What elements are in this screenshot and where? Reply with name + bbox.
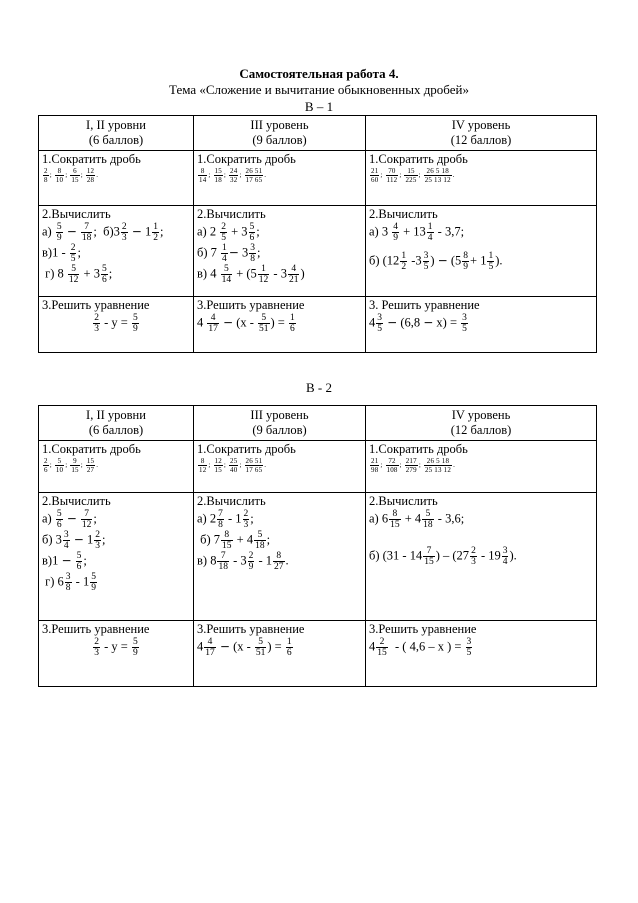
task-label: 2.Вычислить — [42, 494, 111, 508]
variant-1-label: В – 1 — [304, 99, 334, 114]
expression: а) $\frac{5}{6}$ − $\frac{7}{12}$ ; — [42, 509, 97, 530]
fraction: $\frac{12}{28}$ — [86, 167, 95, 184]
fraction: $\frac{8}{10}$ — [55, 167, 64, 184]
expression: б) 3 $\frac{3}{4}$ − 1 $\frac{2}{3}$ ; — [42, 530, 106, 551]
expression: б) 7 $\frac{1}{4}$ − 3 $\frac{3}{8}$ ; — [197, 243, 261, 264]
task-cell — [366, 621, 597, 687]
task-label: 1.Сократить дробь — [42, 152, 141, 166]
equation: 4 $\frac{2}{15}$ - ( 4,6 – x ) = $\frac{3}{5}$ — [369, 637, 472, 658]
expression: г) 6 $\frac{3}{8}$ - 1 $\frac{5}{9}$ — [42, 572, 96, 593]
task-cell — [194, 441, 366, 493]
header-row — [39, 116, 597, 151]
task-label: 1.Сократить дробь — [197, 442, 296, 456]
fraction: $\frac{25}{40}$ — [230, 457, 238, 474]
task-label: 1.Сократить дробь — [369, 152, 468, 166]
equation: $\frac{2}{3}$ - y = $\frac{5}{9}$ — [94, 637, 138, 658]
level-label: I, II уровни — [86, 118, 146, 132]
task-3-row — [39, 621, 597, 687]
variant-2-label: В - 2 — [306, 380, 332, 395]
task-cell — [194, 151, 366, 206]
header-cell — [39, 406, 194, 441]
expression: б) 7 $\frac{8}{15}$ + 4 $\frac{5}{18}$ ; — [197, 530, 271, 551]
header-cell — [366, 116, 597, 151]
task-1-row — [39, 441, 597, 493]
task-1-row — [39, 151, 597, 206]
task-cell — [366, 151, 597, 206]
task-cell — [39, 441, 194, 493]
expression: г) 8 $\frac{5}{12}$ + 3 $\frac{5}{6}$ ; — [42, 264, 113, 285]
fraction: $\frac{26 51}{17 65}$ — [245, 457, 263, 474]
task-label: 2.Вычислить — [369, 494, 438, 508]
task-cell — [194, 621, 366, 687]
task-label: 3.Решить уравнение — [42, 298, 150, 312]
task-label: 1.Сократить дробь — [369, 442, 468, 456]
expression: б) (12 $\frac{1}{2}$ -3 $\frac{3}{5}$ ) − (5 $\frac{8}{9}$ + 1 $\frac{1}{5}$ ). — [369, 251, 503, 272]
points-label: (6 баллов) — [88, 423, 144, 437]
header-cell — [366, 406, 597, 441]
level-label: I, II уровни — [86, 408, 146, 422]
document-topic: Тема «Сложение и вычитание обыкновенных дробей» — [169, 82, 469, 97]
task-cell — [366, 297, 597, 353]
fraction: $\frac{217}{279}$ — [405, 457, 417, 474]
expression: в)1 - $\frac{2}{5}$ ; — [42, 243, 81, 264]
task-3-row — [39, 297, 597, 353]
task-cell — [39, 493, 194, 621]
task-label: 1.Сократить дробь — [42, 442, 141, 456]
level-label: IV уровень — [451, 118, 511, 132]
level-label: III уровень — [250, 408, 309, 422]
points-label: (6 баллов) — [88, 133, 144, 147]
level-label: III уровень — [250, 118, 309, 132]
points-label: (9 баллов) — [252, 133, 307, 147]
expression: а) 3 $\frac{4}{9}$ + 13 $\frac{1}{4}$ - 3,7; — [369, 222, 465, 243]
fraction: $\frac{2}{6}$ — [44, 457, 48, 474]
task-cell — [194, 206, 366, 297]
task-label: 3. Решить уравнение — [369, 298, 480, 312]
task-cell — [194, 493, 366, 621]
expression: а) 6 $\frac{8}{15}$ + 4 $\frac{5}{18}$ - 3,6; — [369, 509, 465, 530]
expression: в)1 − $\frac{5}{6}$ ; — [42, 551, 87, 572]
expression: в) 8 $\frac{7}{18}$ - 3 $\frac{2}{9}$ - 1 $\frac{8}{27}$ . — [197, 551, 289, 572]
task-2-row — [39, 493, 597, 621]
variant-2-table — [38, 405, 597, 687]
header-cell — [194, 406, 366, 441]
points-label: (12 баллов) — [450, 423, 512, 437]
expression: а) $\frac{5}{9}$ − $\frac{7}{18}$ ; б)3 $\frac{2}{3}$ − 1 $\frac{1}{2}$ ; — [42, 222, 164, 243]
task-cell — [39, 297, 194, 353]
fraction: $\frac{26 51}{17 65}$ — [245, 167, 263, 184]
fraction: $\frac{21}{60}$ — [371, 167, 379, 184]
header-cell — [194, 116, 366, 151]
task-cell — [39, 621, 194, 687]
fraction: $\frac{24}{32}$ — [230, 167, 238, 184]
task-cell — [366, 206, 597, 297]
task-2-row — [39, 206, 597, 297]
fraction: $\frac{26 5 18}{25 13 12}$ — [424, 167, 451, 184]
task-label: 3.Решить уравнение — [369, 622, 477, 636]
equation: 4 $\frac{3}{5}$ − (6,8 − x) = $\frac{3}{5}$ — [369, 313, 467, 334]
header-cell — [39, 116, 194, 151]
expression: в) 4 $\frac{5}{14}$ + (5 $\frac{1}{12}$ - 3 $\frac{4}{21}$ ) — [197, 264, 305, 285]
fraction: $\frac{72}{108}$ — [386, 457, 398, 474]
fraction-list: $\frac{21}{60}$ ; $\frac{70}{112}$ ; $\frac{15}{225}$ ; $\frac{26 5 18}{25 13 12}$ . — [371, 167, 455, 184]
fraction: $\frac{70}{112}$ — [386, 167, 398, 184]
fraction: $\frac{15}{225}$ — [405, 167, 417, 184]
fraction-list: $\frac{2}{8}$ ; $\frac{8}{10}$ ; $\frac{6}{15}$ ; $\frac{12}{28}$ . — [44, 167, 99, 184]
equation: 4 $\frac{4}{17}$ − (х - $\frac{5}{51}$ ) = $\frac{1}{6}$ — [197, 637, 292, 658]
fraction: $\frac{6}{15}$ — [71, 167, 79, 184]
task-label: 3.Решить уравнение — [197, 298, 305, 312]
equation: 4 $\frac{4}{17}$ − (х - $\frac{5}{51}$ ) = $\frac{1}{6}$ — [197, 313, 295, 334]
task-label: 3.Решить уравнение — [197, 622, 305, 636]
fraction: $\frac{12}{15}$ — [214, 457, 222, 474]
fraction-list: $\frac{21}{98}$ ; $\frac{72}{108}$ ; $\frac{217}{279}$ ; $\frac{26 5 18}{25 13 12}$ . — [371, 457, 456, 474]
task-cell — [39, 206, 194, 297]
fraction-list: $\frac{2}{6}$ ; $\frac{5}{10}$ ; $\frac{9}{15}$ ; $\frac{15}{27}$ . — [44, 457, 99, 474]
task-cell — [39, 151, 194, 206]
expression: а) 2 $\frac{7}{8}$ - 1 $\frac{2}{3}$ ; — [197, 509, 254, 530]
fraction: $\frac{5}{10}$ — [55, 457, 64, 474]
fraction: $\frac{15}{18}$ — [214, 167, 222, 184]
expression: б) (31 - 14 $\frac{7}{15}$ ) – (27 $\frac{2}{3}$ - 19 $\frac{3}{4}$ ). — [369, 546, 517, 567]
task-label: 1.Сократить дробь — [197, 152, 296, 166]
fraction: $\frac{8}{14}$ — [199, 167, 207, 184]
fraction: $\frac{21}{98}$ — [371, 457, 379, 474]
level-label: IV уровень — [451, 408, 511, 422]
task-cell — [366, 441, 597, 493]
task-label: 2.Вычислить — [197, 494, 266, 508]
equation: $\frac{2}{3}$ - y = $\frac{5}{9}$ — [94, 313, 138, 334]
expression: а) 2 $\frac{2}{5}$ + 3 $\frac{5}{6}$ ; — [197, 222, 260, 243]
fraction: $\frac{15}{27}$ — [86, 457, 95, 474]
fraction: $\frac{2}{8}$ — [44, 167, 48, 184]
fraction: $\frac{9}{15}$ — [71, 457, 79, 474]
header-row — [39, 406, 597, 441]
fraction-list: $\frac{8}{12}$ ; $\frac{12}{15}$ ; $\frac{25}{40}$ ; $\frac{26 51}{17 65}$ . — [199, 457, 267, 474]
points-label: (12 баллов) — [450, 133, 512, 147]
document-title: Самостоятельная работа 4. — [239, 66, 399, 81]
points-label: (9 баллов) — [252, 423, 307, 437]
variant-1-table — [38, 115, 597, 353]
task-cell — [366, 493, 597, 621]
task-label: 3.Решить уравнение — [42, 622, 150, 636]
fraction: $\frac{26 5 18}{25 13 12}$ — [424, 457, 452, 474]
task-label: 2.Вычислить — [369, 207, 438, 221]
fraction: $\frac{8}{12}$ — [199, 457, 207, 474]
fraction-list: $\frac{8}{14}$ ; $\frac{15}{18}$ ; $\frac{24}{32}$ ; $\frac{26 51}{17 65}$ . — [199, 167, 267, 184]
task-label: 2.Вычислить — [197, 207, 266, 221]
task-label: 2.Вычислить — [42, 207, 111, 221]
task-cell — [194, 297, 366, 353]
